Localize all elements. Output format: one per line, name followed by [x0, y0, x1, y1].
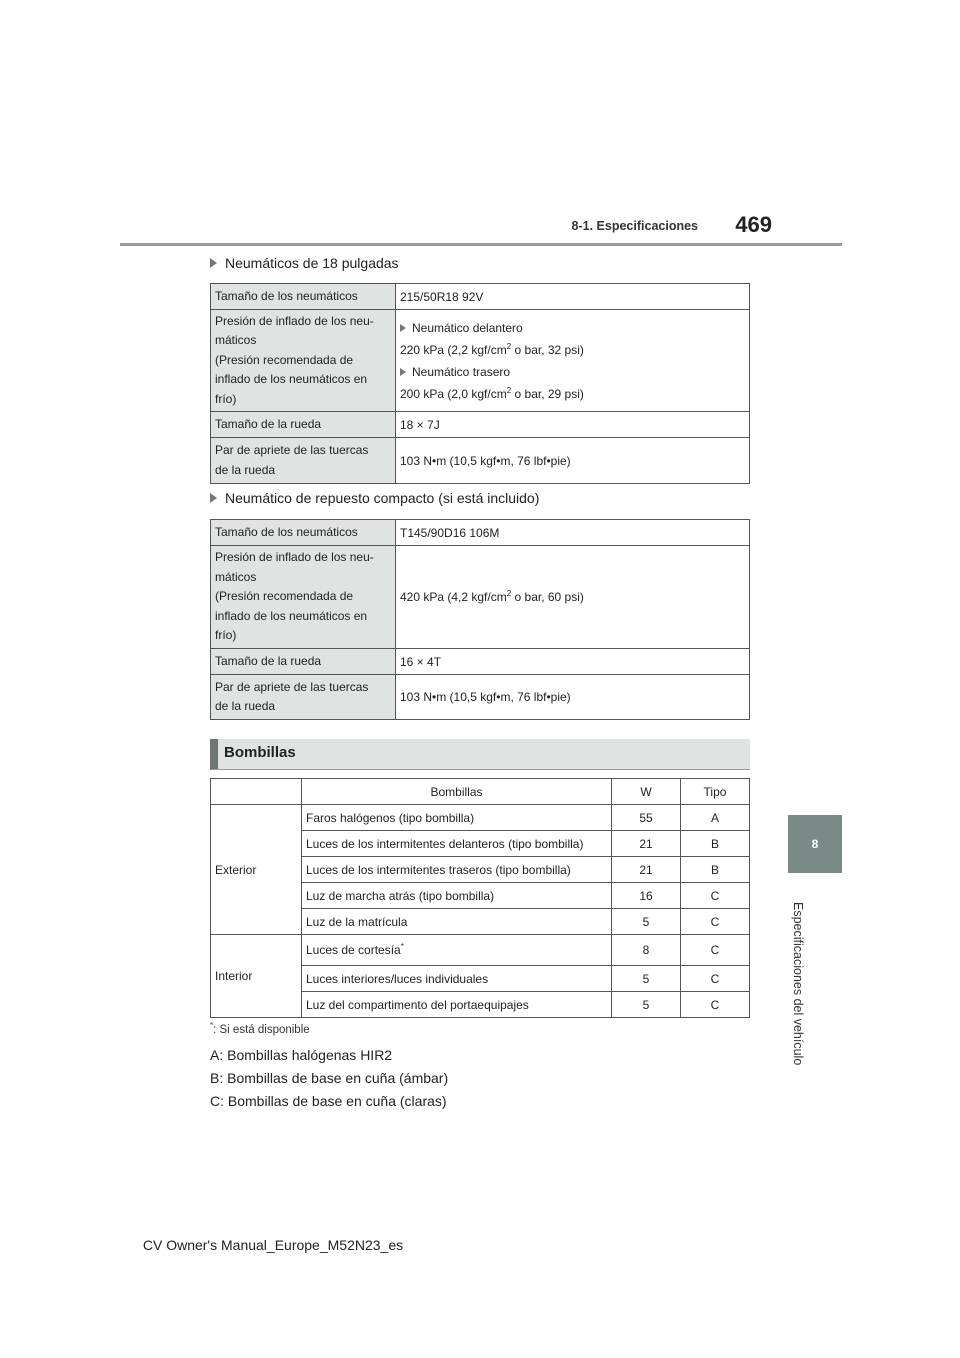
pressure-label-line: Presión de inflado de los neu- [215, 550, 374, 565]
pressure-label-line: máticos [215, 333, 257, 348]
superscript: 2 [506, 589, 512, 598]
bulb-name: Faros halógenos (tipo bombilla) [302, 805, 612, 831]
pressure-value-main: 420 kPa (4,2 kgf/cm [400, 590, 507, 604]
front-tire-value-main: 220 kPa (2,2 kgf/cm [400, 342, 507, 357]
rear-tire-value-rest: o bar, 29 psi) [511, 386, 584, 401]
table-row [211, 310, 750, 412]
tires18-table [210, 283, 750, 484]
superscript: 2 [506, 341, 512, 351]
front-tire-value-rest: o bar, 32 psi) [511, 342, 584, 357]
table-row [211, 675, 750, 720]
torque-label [211, 438, 396, 484]
bulb-type: B [681, 831, 750, 857]
bulb-type: B [681, 857, 750, 883]
tires18-heading-text: Neumáticos de 18 pulgadas [225, 255, 399, 271]
rear-tire-label [400, 361, 745, 383]
column-header: Tipo [681, 779, 750, 805]
tire-size-value: T145/90D16 106M [396, 520, 750, 546]
wheel-size-value: 18 × 7J [396, 412, 750, 438]
torque-value: 103 N•m (10,5 kgf•m, 76 lbf•pie) [396, 438, 750, 484]
bulb-watts: 21 [612, 857, 681, 883]
table-row [211, 805, 750, 831]
heading-accent-bar [210, 739, 218, 769]
bulb-watts: 55 [612, 805, 681, 831]
table-row [211, 520, 750, 546]
bulbs-table [210, 778, 750, 1018]
footnote [210, 1021, 310, 1036]
front-tire-value [400, 339, 745, 361]
pressure-label-line: máticos [215, 569, 257, 584]
pressure-label-line: (Presión recomendada de [215, 352, 354, 367]
torque-label-line: Par de apriete de las tuercas [215, 443, 369, 457]
legend-item: C: Bombillas de base en cuña (claras) [210, 1093, 447, 1109]
bulb-watts: 5 [612, 909, 681, 935]
spare-table [210, 519, 750, 720]
pressure-label [211, 546, 396, 649]
bulbs-section-heading [210, 739, 750, 770]
pressure-value [396, 310, 750, 412]
legend-item: A: Bombillas halógenas HIR2 [210, 1047, 393, 1063]
pressure-label-line: frío) [215, 391, 237, 406]
wheel-size-label: Tamaño de la rueda [211, 649, 396, 675]
bulb-type: C [681, 935, 750, 966]
wheel-size-value: 16 × 4T [396, 649, 750, 675]
tires18-heading [210, 255, 399, 271]
bulb-type: C [681, 992, 750, 1018]
pressure-label [211, 310, 396, 412]
table-row [211, 649, 750, 675]
bulb-type: C [681, 883, 750, 909]
tire-size-label: Tamaño de los neumáticos [211, 520, 396, 546]
triangle-bullet-icon [400, 324, 406, 332]
spare-heading-text: Neumático de repuesto compacto (si está incluido) [225, 490, 540, 506]
bulb-name [302, 935, 612, 966]
torque-value: 103 N•m (10,5 kgf•m, 76 lbf•pie) [396, 675, 750, 720]
table-row [211, 546, 750, 649]
bulb-name: Luces de los intermitentes delanteros (tipo bombilla) [302, 831, 612, 857]
footnote-mark: * [210, 1021, 214, 1031]
bulb-watts: 5 [612, 966, 681, 992]
bulb-watts: 5 [612, 992, 681, 1018]
torque-label [211, 675, 396, 720]
bulb-name: Luz del compartimento del portaequipajes [302, 992, 612, 1018]
pressure-label-line: inflado de los neumáticos en [215, 608, 368, 623]
superscript: 2 [506, 385, 512, 395]
rear-tire-value-main: 200 kPa (2,0 kgf/cm [400, 386, 507, 401]
bulb-name: Luces interiores/luces individuales [302, 966, 612, 992]
spare-heading [210, 490, 539, 506]
empty-header-cell [211, 779, 302, 805]
wheel-size-label: Tamaño de la rueda [211, 412, 396, 438]
triangle-bullet-icon [400, 368, 406, 376]
pressure-label-line: inflado de los neumáticos en [215, 372, 368, 387]
column-header: Bombillas [302, 779, 612, 805]
torque-label-line: de la rueda [215, 462, 276, 477]
pressure-label-line: Presión de inflado de los neu- [215, 313, 374, 328]
bulb-type: A [681, 805, 750, 831]
group-label-exterior: Exterior [211, 805, 302, 935]
footnote-text: : Si está disponible [213, 1024, 310, 1036]
front-tire-label-text: Neumático delantero [412, 320, 523, 335]
triangle-bullet-icon [210, 493, 217, 503]
bulb-watts: 8 [612, 935, 681, 966]
rear-tire-value [400, 383, 745, 405]
pressure-label-line: frío) [215, 628, 237, 643]
bulb-name: Luz de la matrícula [302, 909, 612, 935]
triangle-bullet-icon [210, 258, 217, 268]
bulb-name-text: Luces de cortesía [306, 943, 401, 957]
chapter-side-label: Especificaciones del vehículo [791, 902, 805, 1066]
table-row [211, 935, 750, 966]
torque-label-line: de la rueda [215, 699, 276, 713]
footnote-mark: * [400, 942, 404, 951]
table-row [211, 438, 750, 484]
front-tire-label [400, 317, 745, 339]
column-header: W [612, 779, 681, 805]
legend-item: B: Bombillas de base en cuña (ámbar) [210, 1070, 449, 1086]
tire-size-value: 215/50R18 92V [396, 284, 750, 310]
footer-document-name: CV Owner's Manual_Europe_M52N23_es [142, 1237, 404, 1253]
pressure-value [396, 546, 750, 649]
group-label-interior: Interior [211, 935, 302, 1018]
table-row [211, 284, 750, 310]
header-rule [120, 243, 842, 246]
pressure-value-rest: o bar, 60 psi) [511, 590, 584, 604]
bulb-type: C [681, 909, 750, 935]
torque-label-line: Par de apriete de las tuercas [215, 679, 369, 694]
page-number: 469 [735, 212, 772, 237]
bulb-type: C [681, 966, 750, 992]
bulb-watts: 16 [612, 883, 681, 909]
chapter-tab: 8 [788, 815, 842, 873]
bulbs-section-title: Bombillas [224, 744, 296, 761]
table-header-row [211, 779, 750, 805]
section-title: 8-1. Especificaciones [571, 219, 698, 233]
tire-size-label: Tamaño de los neumáticos [211, 284, 396, 310]
rear-tire-label-text: Neumático trasero [412, 364, 511, 379]
pressure-label-line: (Presión recomendada de [215, 589, 354, 604]
table-row [211, 412, 750, 438]
bulb-name: Luces de los intermitentes traseros (tipo bombilla) [302, 857, 612, 883]
bulb-name: Luz de marcha atrás (tipo bombilla) [302, 883, 612, 909]
bulb-watts: 21 [612, 831, 681, 857]
